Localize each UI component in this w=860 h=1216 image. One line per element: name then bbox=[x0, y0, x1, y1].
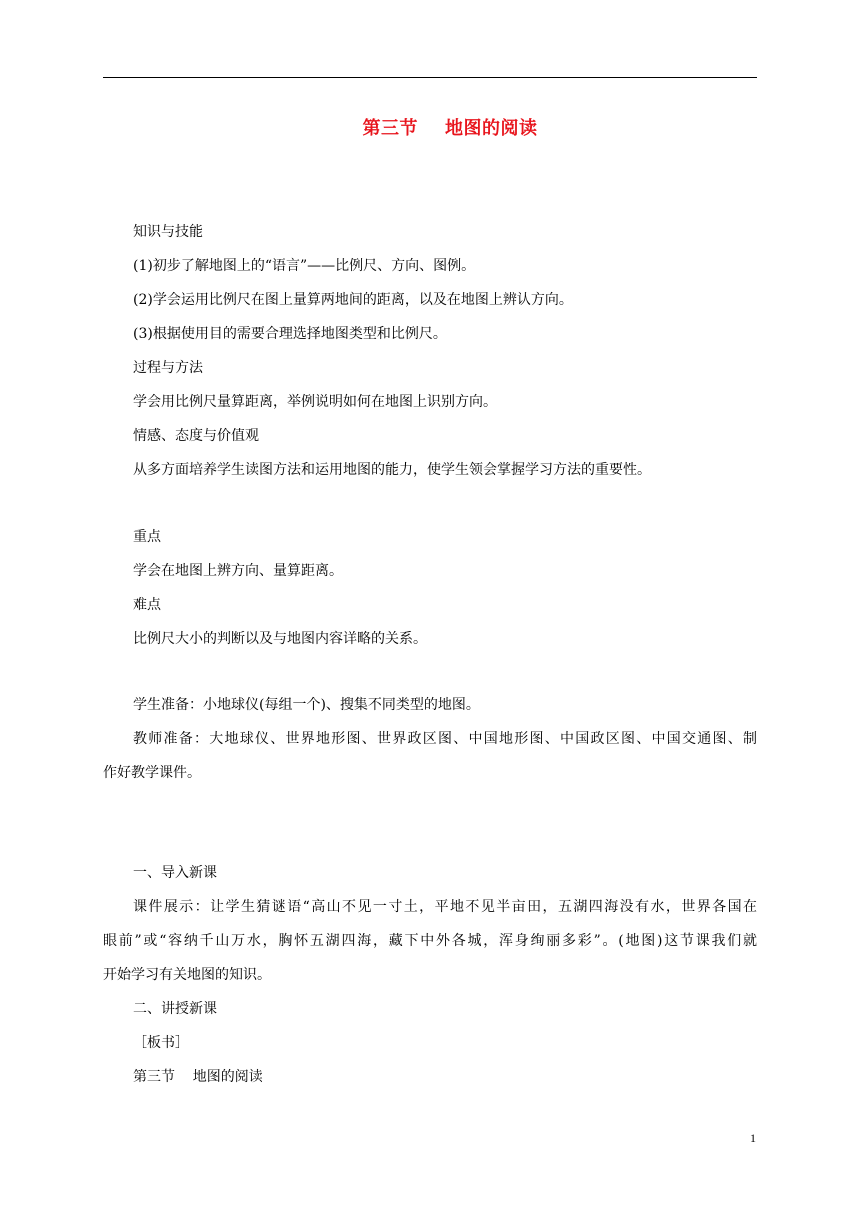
intro-heading: 一、导入新课 bbox=[133, 865, 217, 881]
difficulty-text: 比例尺大小的判断以及与地图内容详略的关系。 bbox=[133, 631, 427, 647]
knowledge-item-3: (3)根据使用目的需要合理选择地图类型和比例尺。 bbox=[133, 326, 447, 342]
teacher-preparation-line-1: 教师准备：大地球仪、世界地形图、世界政区图、中国地形图、中国政区图、中国交通图、制 bbox=[133, 731, 757, 747]
teacher-preparation-line-2: 作好教学课件。 bbox=[103, 765, 201, 781]
board-title: 第三节 地图的阅读 bbox=[133, 1069, 263, 1085]
key-point-heading: 重点 bbox=[133, 529, 161, 545]
knowledge-item-1: (1)初步了解地图上的“语言”——比例尺、方向、图例。 bbox=[133, 258, 476, 274]
difficulty-heading: 难点 bbox=[133, 597, 161, 613]
page-number: 1 bbox=[750, 1131, 756, 1145]
process-text: 学会用比例尺量算距离，举例说明如何在地图上识别方向。 bbox=[133, 394, 497, 410]
intro-text-line-1: 课件展示：让学生猜谜语“高山不见一寸土，平地不见半亩田，五湖四海没有水，世界各国在 bbox=[133, 899, 757, 915]
student-preparation: 学生准备：小地球仪(每组一个)、搜集不同类型的地图。 bbox=[133, 697, 480, 713]
intro-text-line-3: 开始学习有关地图的知识。 bbox=[103, 967, 271, 983]
knowledge-item-2: (2)学会运用比例尺在图上量算两地间的距离，以及在地图上辨认方向。 bbox=[133, 292, 573, 308]
knowledge-heading: 知识与技能 bbox=[133, 224, 203, 240]
document-title: 第三节 地图的阅读 bbox=[362, 118, 538, 139]
process-heading: 过程与方法 bbox=[133, 360, 203, 376]
intro-text-line-2: 眼前”或“容纳千山万水，胸怀五湖四海，藏下中外各城，浑身绚丽多彩”。(地图)这节课我们就 bbox=[103, 933, 757, 949]
key-point-text: 学会在地图上辨方向、量算距离。 bbox=[133, 563, 343, 579]
new-lesson-heading: 二、讲授新课 bbox=[133, 1001, 217, 1017]
header-rule bbox=[103, 77, 757, 78]
emotion-heading: 情感、态度与价值观 bbox=[133, 428, 259, 444]
board-label: ［板书］ bbox=[133, 1035, 189, 1051]
emotion-text: 从多方面培养学生读图方法和运用地图的能力，使学生领会掌握学习方法的重要性。 bbox=[133, 462, 651, 478]
